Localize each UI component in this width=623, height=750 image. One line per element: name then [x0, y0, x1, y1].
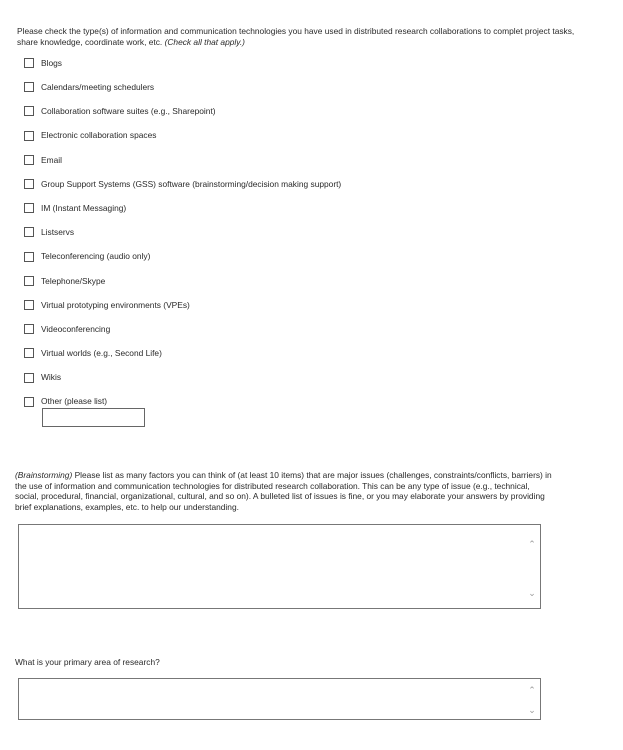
checkbox-telephone-skype[interactable] [24, 276, 34, 286]
option-label: Wikis [41, 372, 62, 383]
question-1-prompt [17, 26, 577, 47]
checkbox-collaboration-suites[interactable] [24, 106, 34, 116]
option-label: Email [41, 154, 62, 165]
option-label: Blogs [41, 57, 62, 68]
option-gss[interactable] [24, 172, 584, 196]
checkbox-virtual-worlds[interactable] [24, 348, 34, 358]
option-calendars[interactable] [24, 75, 584, 99]
option-teleconferencing[interactable] [24, 245, 584, 269]
other-text-input[interactable] [42, 408, 145, 427]
option-wikis[interactable] [24, 365, 584, 389]
checkbox-vpes[interactable] [24, 300, 34, 310]
option-electronic-spaces[interactable] [24, 124, 584, 148]
question-1-instruction: (Check all that apply.) [164, 36, 245, 47]
option-virtual-worlds[interactable] [24, 341, 584, 365]
chevron-up-icon[interactable]: ⌃ [528, 539, 536, 549]
option-vpes[interactable] [24, 293, 584, 317]
option-telephone-skype[interactable] [24, 269, 584, 293]
option-label: Virtual worlds (e.g., Second Life) [41, 348, 162, 359]
research-area-textarea[interactable] [18, 678, 541, 720]
checkbox-electronic-spaces[interactable] [24, 131, 34, 141]
checkbox-wikis[interactable] [24, 373, 34, 383]
checkbox-blogs[interactable] [24, 58, 34, 68]
checkbox-email[interactable] [24, 155, 34, 165]
technology-options-list [24, 51, 584, 414]
question-1-text: Please check the type(s) of information and communication technologies you have used in distributed research collaborations to complet project tasks, share knowledge, coordinate work, etc. [17, 26, 575, 47]
checkbox-calendars[interactable] [24, 82, 34, 92]
chevron-up-icon[interactable]: ⌃ [528, 685, 536, 695]
question-2-tag: (Brainstorming) [15, 470, 73, 480]
option-email[interactable] [24, 148, 584, 172]
option-label: Group Support Systems (GSS) software (brainstorming/decision making support) [41, 178, 342, 189]
option-videoconferencing[interactable] [24, 317, 584, 341]
option-label: Telephone/Skype [41, 275, 106, 286]
question-3-prompt: What is your primary area of research? [15, 657, 160, 667]
option-label: Virtual prototyping environments (VPEs) [41, 299, 190, 310]
checkbox-teleconferencing[interactable] [24, 252, 34, 262]
option-label: Videoconferencing [41, 323, 111, 334]
option-label: IM (Instant Messaging) [41, 202, 127, 213]
option-label: Electronic collaboration spaces [41, 130, 157, 141]
option-label: Calendars/meeting schedulers [41, 82, 155, 93]
chevron-down-icon[interactable]: ⌄ [528, 588, 536, 598]
option-label: Collaboration software suites (e.g., Sharepoint) [41, 106, 216, 117]
option-collaboration-suites[interactable] [24, 99, 584, 123]
option-label: Teleconferencing (audio only) [41, 251, 151, 262]
checkbox-videoconferencing[interactable] [24, 324, 34, 334]
option-im[interactable] [24, 196, 584, 220]
question-2-text: Please list as many factors you can think of (at least 10 items) that are major issues (challenges, constraints/conflicts, barriers) in the use of information and communication technologies for distributed research collaboration. This can be any type of issue (e.g., technical, social, procedural, financial, organizational, cultural, and so on). A bulleted list of issues is fine, or you may elaborate your answers by providing brief explanations, examples, etc. to help our understanding. [15, 470, 552, 512]
option-label: Other (please list) [41, 396, 108, 407]
question-2-prompt [15, 470, 555, 512]
checkbox-im[interactable] [24, 203, 34, 213]
option-listservs[interactable] [24, 220, 584, 244]
chevron-down-icon[interactable]: ⌄ [528, 705, 536, 715]
option-label: Listservs [41, 227, 75, 238]
checkbox-other[interactable] [24, 397, 34, 407]
issues-textarea[interactable] [18, 524, 541, 609]
checkbox-gss[interactable] [24, 179, 34, 189]
option-blogs[interactable] [24, 51, 584, 75]
checkbox-listservs[interactable] [24, 227, 34, 237]
